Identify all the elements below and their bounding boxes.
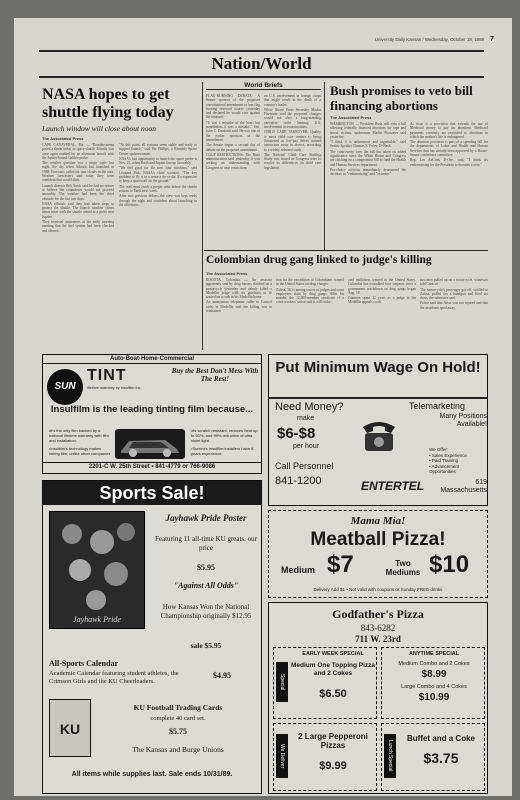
meatball-pizza-ad — [268, 510, 488, 598]
minimum-wage-ad — [268, 354, 488, 506]
nasa-byline: The Associated Press — [42, 136, 84, 141]
entertel-address: 619 Massachusetts — [440, 479, 487, 494]
godfathers-name: Godfather's Pizza — [332, 607, 424, 621]
call-personnel: Call Personnel — [275, 461, 334, 471]
two-mediums-price: $10 — [429, 551, 470, 578]
colombia-byline: The Associated Press — [206, 271, 248, 276]
coupon2-label: ANYTIME SPECIAL — [408, 651, 460, 657]
nasa-headline: NASA hopes to get shuttle flying today — [42, 86, 174, 121]
header-rule-top — [39, 50, 484, 52]
sale-fine-print: All items while supplies last. Sale ends 10/31/89. — [71, 771, 233, 778]
bush-body-col2: At issue is a provision that extends the use of Medicaid money to pay for abortions. Medicaid payments currently are restricted to abortions in which the mother's life is endangered. The abortion provision is part of a spending bill for the departments of Labor and Health and Human Services that has already been approved by a House-Senate conference committee. Rep. Les AuCoin, D-Ore., said, "I think it's embarrassing for the President to threaten a veto." — [410, 122, 488, 167]
tint-slogan: Buy the Best Don't Mess With The Rest! — [171, 367, 259, 383]
calendar-desc: Academic Calendar featuring student athletes, the Crimson Girls and the KU Cheerleaders. — [49, 670, 179, 685]
section-title: Nation/World — [211, 54, 312, 73]
car-icon — [115, 429, 185, 459]
min-wage-headline: Put Minimum Wage On Hold! — [275, 359, 481, 376]
athlete-collage-icon — [50, 512, 146, 630]
tint-warranty: lifetime warranty by insulfilm inc. — [87, 386, 142, 390]
poster-price: $5.95 — [197, 563, 215, 572]
offer-list — [429, 447, 487, 475]
book-title: "Against All Odds" — [173, 581, 239, 590]
tint-point-4: •Suntint's Insulfilm installers have 8 years experience. — [191, 446, 254, 456]
coupon-anytime[interactable] — [381, 647, 485, 719]
cards-title: KU Football Trading Cards — [133, 703, 223, 712]
tint-point-2: •Insulfilm's technology makes tinting film; unlike other companies — [49, 446, 111, 456]
positions-available: Many Positions Available! — [439, 413, 487, 428]
nasa-body-col1: CAPE CANAVERAL, Fla. — Thunderstorms posed a threat today as space shuttle Atlantis was once again readied for an afternoon launch with the Jupiter-bound Galileo probe. The weather question was a major topic last night, the day when Atlantis last launched in 1988. Forecasts called for rain clouds in the area. Weather forecasters said today they were confident that would shift. Launch director Bob Sieck said he had no reason to believe the countdown would not proceed smoothly. The weather had been the chief obstacle for the last two days. NASA officials said they had taken steps to protect the shuttle. The launch window closes about noon with the shuttle aimed at a point near Jupiter. They received assurances at the early morning meeting that the fuel system had been checked and cleared. — [42, 143, 114, 233]
coupon-early-week[interactable] — [273, 647, 377, 719]
masthead-line: University Daily Kansan / Wednesday, October 18, 1989 — [374, 37, 484, 42]
column-divider-2 — [324, 82, 325, 250]
two-mediums-label: Two Mediums — [385, 559, 421, 577]
mama-mia: Mama Mia! — [350, 515, 406, 527]
world-briefs-title: World Briefs — [206, 82, 321, 90]
colombia-col4: two men pulled up on a motorcycle, witnesses told Caracol. The motorcycle's passenger got off, strolled to Zuleta, pulled out a handgun and fired six shots, the witnesses said. Police said that Arias was not injured and that the assailants sped away. — [420, 278, 488, 310]
colombia-col2: tion for the extradition of Colombians wanted in the United States on drug charges. Zuleta, 36, is among scores of judges and court employees slain by drug gangs. After his murder, the 12,000-member syndicate of a court workers' union said it will strike. — [276, 278, 344, 305]
colombia-col3: cted traffickers wanted in the United States. Colombia has extradited four suspects since a government crackdown on drug gangs began Aug. 18. Gunmen spent 12 years as a judge in the Medellin appeals court. — [348, 278, 416, 305]
calendar-price: $4.95 — [213, 671, 231, 680]
store-name: The Kansas and Burge Unions — [132, 745, 224, 754]
benefit-3: • Advancement Opportunities — [429, 463, 460, 474]
coupon2-price2: $10.99 — [418, 692, 450, 703]
tint-point-1: •it's the only film backed by a national lifetime warranty with film and installation. — [49, 428, 109, 443]
tint-headline: Insulfilm is the leading tinting film because... — [50, 404, 254, 415]
cards-desc: complete 40 card set. — [150, 715, 206, 722]
bush-body-col1: WASHINGTON — President Bush will veto a bill allowing federally financed abortions for rape and incest victims, spokesman Marlin Fitzwater said yesterday. "I think it is unfortunate and regrettable," said Senate Speaker Thomas S. Foley, D-Wash. The controversy over the bill has taken on added significance since the White House and Congress are clashing on a compromise bill to fund the Health and Human Services department. Pro-choice activists immediately denounced the decision as "embarrassing" and "extreme." — [330, 122, 406, 177]
coupon2-price1: $8.99 — [421, 669, 447, 680]
coupon4-price: $3.75 — [423, 750, 459, 766]
godfathers-phone: 843-6282 — [360, 623, 396, 633]
meatball-fine-print: Delivery Add $1 • Not valid with coupons or Sunday FREE drinks — [313, 587, 443, 592]
coupon2-line2: Large Combo and 4 Cokes — [401, 684, 467, 690]
benefit-1: • Sales Experience — [429, 452, 467, 458]
per-hour: per hour — [292, 443, 320, 450]
telemarketing: Telemarketing — [409, 401, 466, 411]
sports-sale-ad — [42, 480, 262, 794]
book-sale-price: sale $5.95 — [190, 641, 222, 650]
tint-footer: 2201-C W. 25th Street • 841-4779 or 766-9086 — [43, 462, 261, 470]
colombia-col1: BOGOTA, Colombia — An assassin apparently sent by drug barons climbed on a motorcycle yesterday and calmly killed a Medellin judge with six gunshots as he waited on a curb in his Medellin home. An anonymous telephone caller to Caracol radio in Medellin said the killing was in retaliation. — [206, 278, 272, 314]
poster-desc: Featuring 11 all-time KU greats. our price — [155, 535, 257, 552]
poster-caption: Jayhawk Pride — [73, 615, 121, 624]
phone-number: 841-1200 — [275, 475, 322, 487]
header-rule-bottom — [39, 76, 484, 78]
godfathers-pizza-ad — [268, 602, 488, 794]
tint-top-line: Auto·Boat·Home·Commercial — [43, 356, 261, 364]
godfathers-address: 711 W. 23rd — [355, 634, 401, 644]
coupon2-line1: Medium Combo and 2 Cokes — [398, 661, 470, 667]
nasa-body-col2: "At this point, all systems seem stable and ready to support launch," said Pat Phillips, a Kennedy Space Center spokeswoman. NASA's last opportunity to launch the space probe is Nov. 21, when Earth and Jupiter line up favorably. "We feel good for the next four windows," said Leonard Fisk, NASA's chief scientist. "The key problem to fly is in a sense a do-or-die. It's expensive to keep a spacecraft on the ground." The craft must reach a proper orbit before the shuttle returns to Earth next week. After two previous delays, the crew was kept ready through the night and confident about launching in the afternoon. — [119, 143, 197, 207]
cards-price: $5.75 — [169, 727, 187, 736]
ku-logo: KU — [49, 699, 91, 757]
telephone-icon — [359, 415, 399, 455]
car-photo — [115, 429, 185, 459]
briefs-col1: FLAG-BURNING DEBATE: A Senate sponsor of the proposed constitutional amendment to ban flag burning reversed course yesterday and declared he would vote against the measure. "It was a mistake of the heart but nonetheless it was a mistake," Sen. John C. Danforth said. He was one of the earlier sponsors of the amendment. The Senate began a second day of debate on the proposed amendment. COUP RESTRICTIONS: The Bush administration said yesterday it was seeking an understanding with Congress to ease restrictions — [206, 94, 260, 170]
need-money: Need Money? — [275, 401, 344, 413]
bush-headline: Bush promises to veto bill financing abortions — [330, 83, 473, 113]
coupon3-body: 2 Large Pepperoni Pizzas — [298, 732, 368, 750]
coupon1-label: Special — [276, 662, 288, 702]
page-number: 7 — [490, 36, 494, 43]
column-divider — [202, 82, 203, 350]
newspaper-page — [14, 18, 512, 796]
coupon-pepperoni[interactable] — [273, 723, 377, 791]
bush-byline: The Associated Press — [330, 115, 372, 120]
sun-logo: SUN — [47, 369, 83, 405]
colombia-headline: Colombian drug gang linked to judge's killing — [206, 254, 432, 266]
calendar-title: All-Sports Calendar — [49, 659, 119, 668]
nasa-subhead: Launch window will close about noon — [42, 124, 156, 133]
jayhawk-poster-image — [49, 511, 145, 629]
phone-handset-icon — [359, 415, 399, 455]
coupon1-head: EARLY WEEK SPECIAL — [302, 651, 364, 657]
make-label: make — [297, 415, 315, 422]
pay-rate: $6-$8 — [277, 425, 316, 442]
coupon-buffet[interactable] — [381, 723, 485, 791]
coupon1-body: Medium One Topping Pizza and 2 Cokes — [290, 662, 376, 677]
coupon4-body: Buffet and a Coke — [406, 734, 475, 743]
colombia-rule — [204, 250, 488, 251]
tint-brand: TINT — [87, 367, 127, 384]
sun-tint-ad — [42, 354, 262, 474]
briefs-col2: on U.S. involvement in foreign coups that might result in the death of a country's leader. White House Press Secretary Marlin Fitzwater said the proposed changes would not alter a long-standing executive order banning U.S. involvement in assassinations. CHILD CARE TAKEOVER: Quality is most child care centers is being threatened as low-pay drives trained instructors away in droves, according to a widely released study. The National Child Care Staffing Study was issued as Congress tries to resolve its differences on child care legislation. — [264, 94, 321, 170]
book-desc: How Kansas Won the National Championship originally $12.95 — [160, 603, 252, 620]
tint-point-3: •its scratch resistant, reduces heat up to 60%, and 99% reduction of ultra violet light. — [191, 428, 258, 443]
min-wage-rule — [269, 397, 487, 399]
we-offer: We Offer: — [429, 447, 449, 452]
sports-sale-title: Sports Sale! — [43, 481, 261, 505]
poster-title: Jayhawk Pride Poster — [165, 513, 247, 523]
medium-price: $7 — [327, 551, 354, 578]
coupon1-price: $6.50 — [319, 688, 347, 700]
benefit-2: • Paid Training — [429, 458, 459, 463]
medium-label: Medium — [281, 565, 316, 575]
meatball-headline: Meatball Pizza! — [310, 529, 446, 550]
entertel-logo: ENTERTEL — [361, 479, 425, 493]
coupon3-price: $9.99 — [319, 760, 347, 772]
coupon3-label: We Deliver — [276, 734, 288, 778]
coupon4-label: Lunch Special — [384, 734, 396, 778]
